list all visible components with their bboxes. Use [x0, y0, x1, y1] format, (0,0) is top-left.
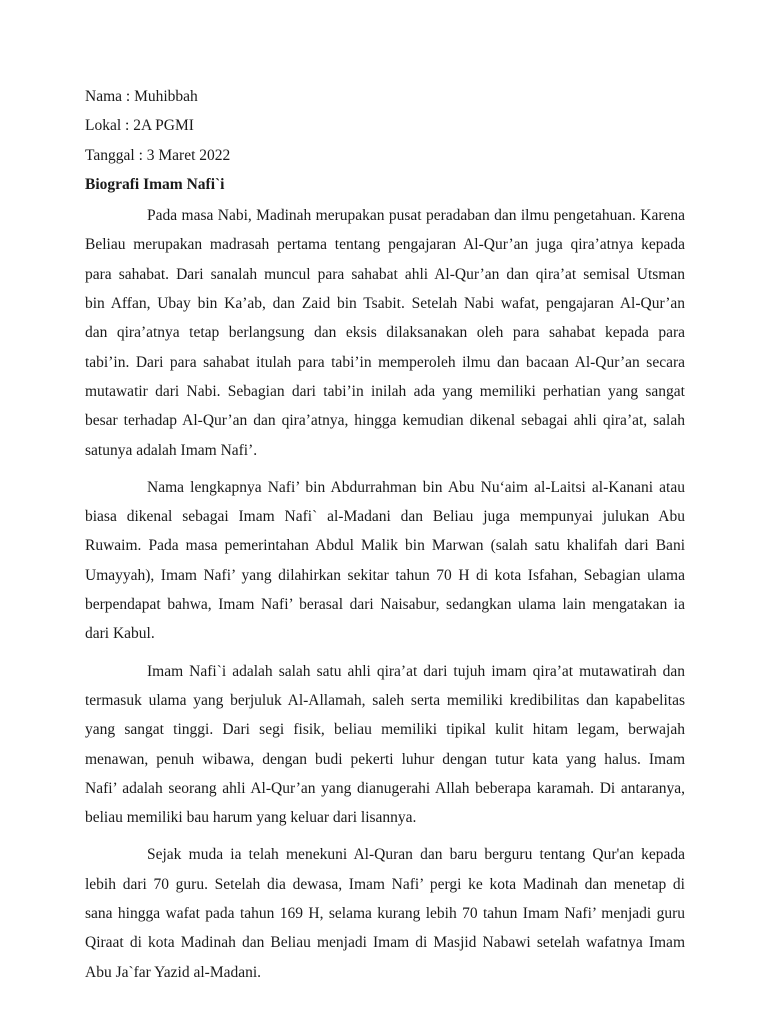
paragraph-line: satunya adalah Imam Nafi’. [85, 441, 258, 459]
document-date: Tanggal : 3 Maret 2022 [85, 146, 231, 164]
paragraph-line: lebih dari 70 guru. Setelah dia dewasa, Imam Nafi’ pergi ke kota Madinah dan menetap di [85, 875, 685, 893]
paragraph-line: Umayyah), Imam Nafi’ yang dilahirkan sekitar tahun 70 H di kota Isfahan, Sebagian ulama [85, 566, 685, 584]
paragraph-line: berpendapat bahwa, Imam Nafi’ berasal dari Naisabur, sedangkan ulama lain mengatakan ia [85, 596, 685, 614]
paragraph-line: Qiraat di kota Madinah dan Beliau menjadi Imam di Masjid Nabawi setelah wafatnya Imam [85, 934, 685, 952]
paragraph-line: Beliau merupakan madrasah pertama tentang pengajaran Al-Qur’an juga qira’atnya kepada [85, 236, 685, 254]
paragraph [85, 840, 685, 986]
paragraph-line: para sahabat. Dari sanalah muncul para sahabat ahli Al-Qur’an dan qira’at semisal Utsman [85, 265, 685, 283]
document-page [85, 82, 685, 995]
paragraph-line: Nafi’ adalah seorang ahli Al-Qur’an yang dianugerahi Allah beberapa karamah. Di antaranya, [85, 779, 685, 797]
paragraph-line: Ruwaim. Pada masa pemerintahan Abdul Malik bin Marwan (salah satu khalifah dari Bani [85, 537, 685, 555]
paragraph-line: Sejak muda ia telah menekuni Al-Quran dan baru berguru tentang Qur'an kepada [147, 846, 685, 864]
paragraph-line: dari Kabul. [85, 625, 155, 643]
paragraph-line: menawan, penuh wibawa, dengan budi pekerti luhur dengan tutur kata yang halus. Imam [85, 750, 685, 768]
paragraph-line: beliau memiliki bau harum yang keluar dari lisannya. [85, 809, 417, 827]
paragraph-line: yang sangat tinggi. Dari segi fisik, beliau memiliki tipikal kulit hitam legam, berwajah [85, 721, 685, 739]
document-body [85, 201, 685, 987]
paragraph-line: Pada masa Nabi, Madinah merupakan pusat peradaban dan ilmu pengetahuan. Karena [147, 207, 685, 225]
student-name: Nama : Muhibbah [85, 88, 198, 105]
paragraph-line: Abu Ja`far Yazid al-Madani. [85, 963, 262, 981]
paragraph-line: sana hingga wafat pada tahun 169 H, selama kurang lebih 70 tahun Imam Nafi’ menjadi guru [85, 905, 685, 923]
paragraph-line: dan qira’atnya tetap berlangsung dan eksis dilaksanakan oleh para sahabat kepada para [85, 324, 685, 342]
paragraph-line: Imam Nafi`i adalah salah satu ahli qira’at dari tujuh imam qira’at mutawatirah dan [147, 662, 685, 680]
paragraph-line: biasa dikenal sebagai Imam Nafi` al-Madani dan Beliau juga mempunyai julukan Abu [85, 508, 685, 526]
paragraph-line: bin Affan, Ubay bin Ka’ab, dan Zaid bin Tsabit. Setelah Nabi wafat, pengajaran Al-Qur’an [85, 295, 685, 313]
paragraph-line: tabi’in. Dari para sahabat itulah para tabi’in memperoleh ilmu dan bacaan Al-Qur’an secara [85, 353, 685, 371]
student-class: Lokal : 2A PGMI [85, 117, 194, 135]
paragraph-line: Nama lengkapnya Nafi’ bin Abdurrahman bin Abu Nu‘aim al-Laitsi al-Kanani atau [147, 478, 685, 496]
document-title: Biografi Imam Nafi`i [85, 175, 225, 193]
paragraph [85, 657, 685, 833]
paragraph [85, 473, 685, 649]
paragraph [85, 201, 685, 465]
paragraph-line: termasuk ulama yang berjuluk Al-Allamah, saleh serta memiliki kredibilitas dan kapabelitas [85, 691, 685, 709]
paragraph-line: besar terhadap Al-Qur’an dan qira’atnya, hingga kemudian dikenal sebagai ahli qira’at, salah [85, 412, 685, 430]
paragraph-line: mutawatir dari Nabi. Sebagian dari tabi’in inilah ada yang memiliki perhatian yang sangat [85, 382, 685, 400]
